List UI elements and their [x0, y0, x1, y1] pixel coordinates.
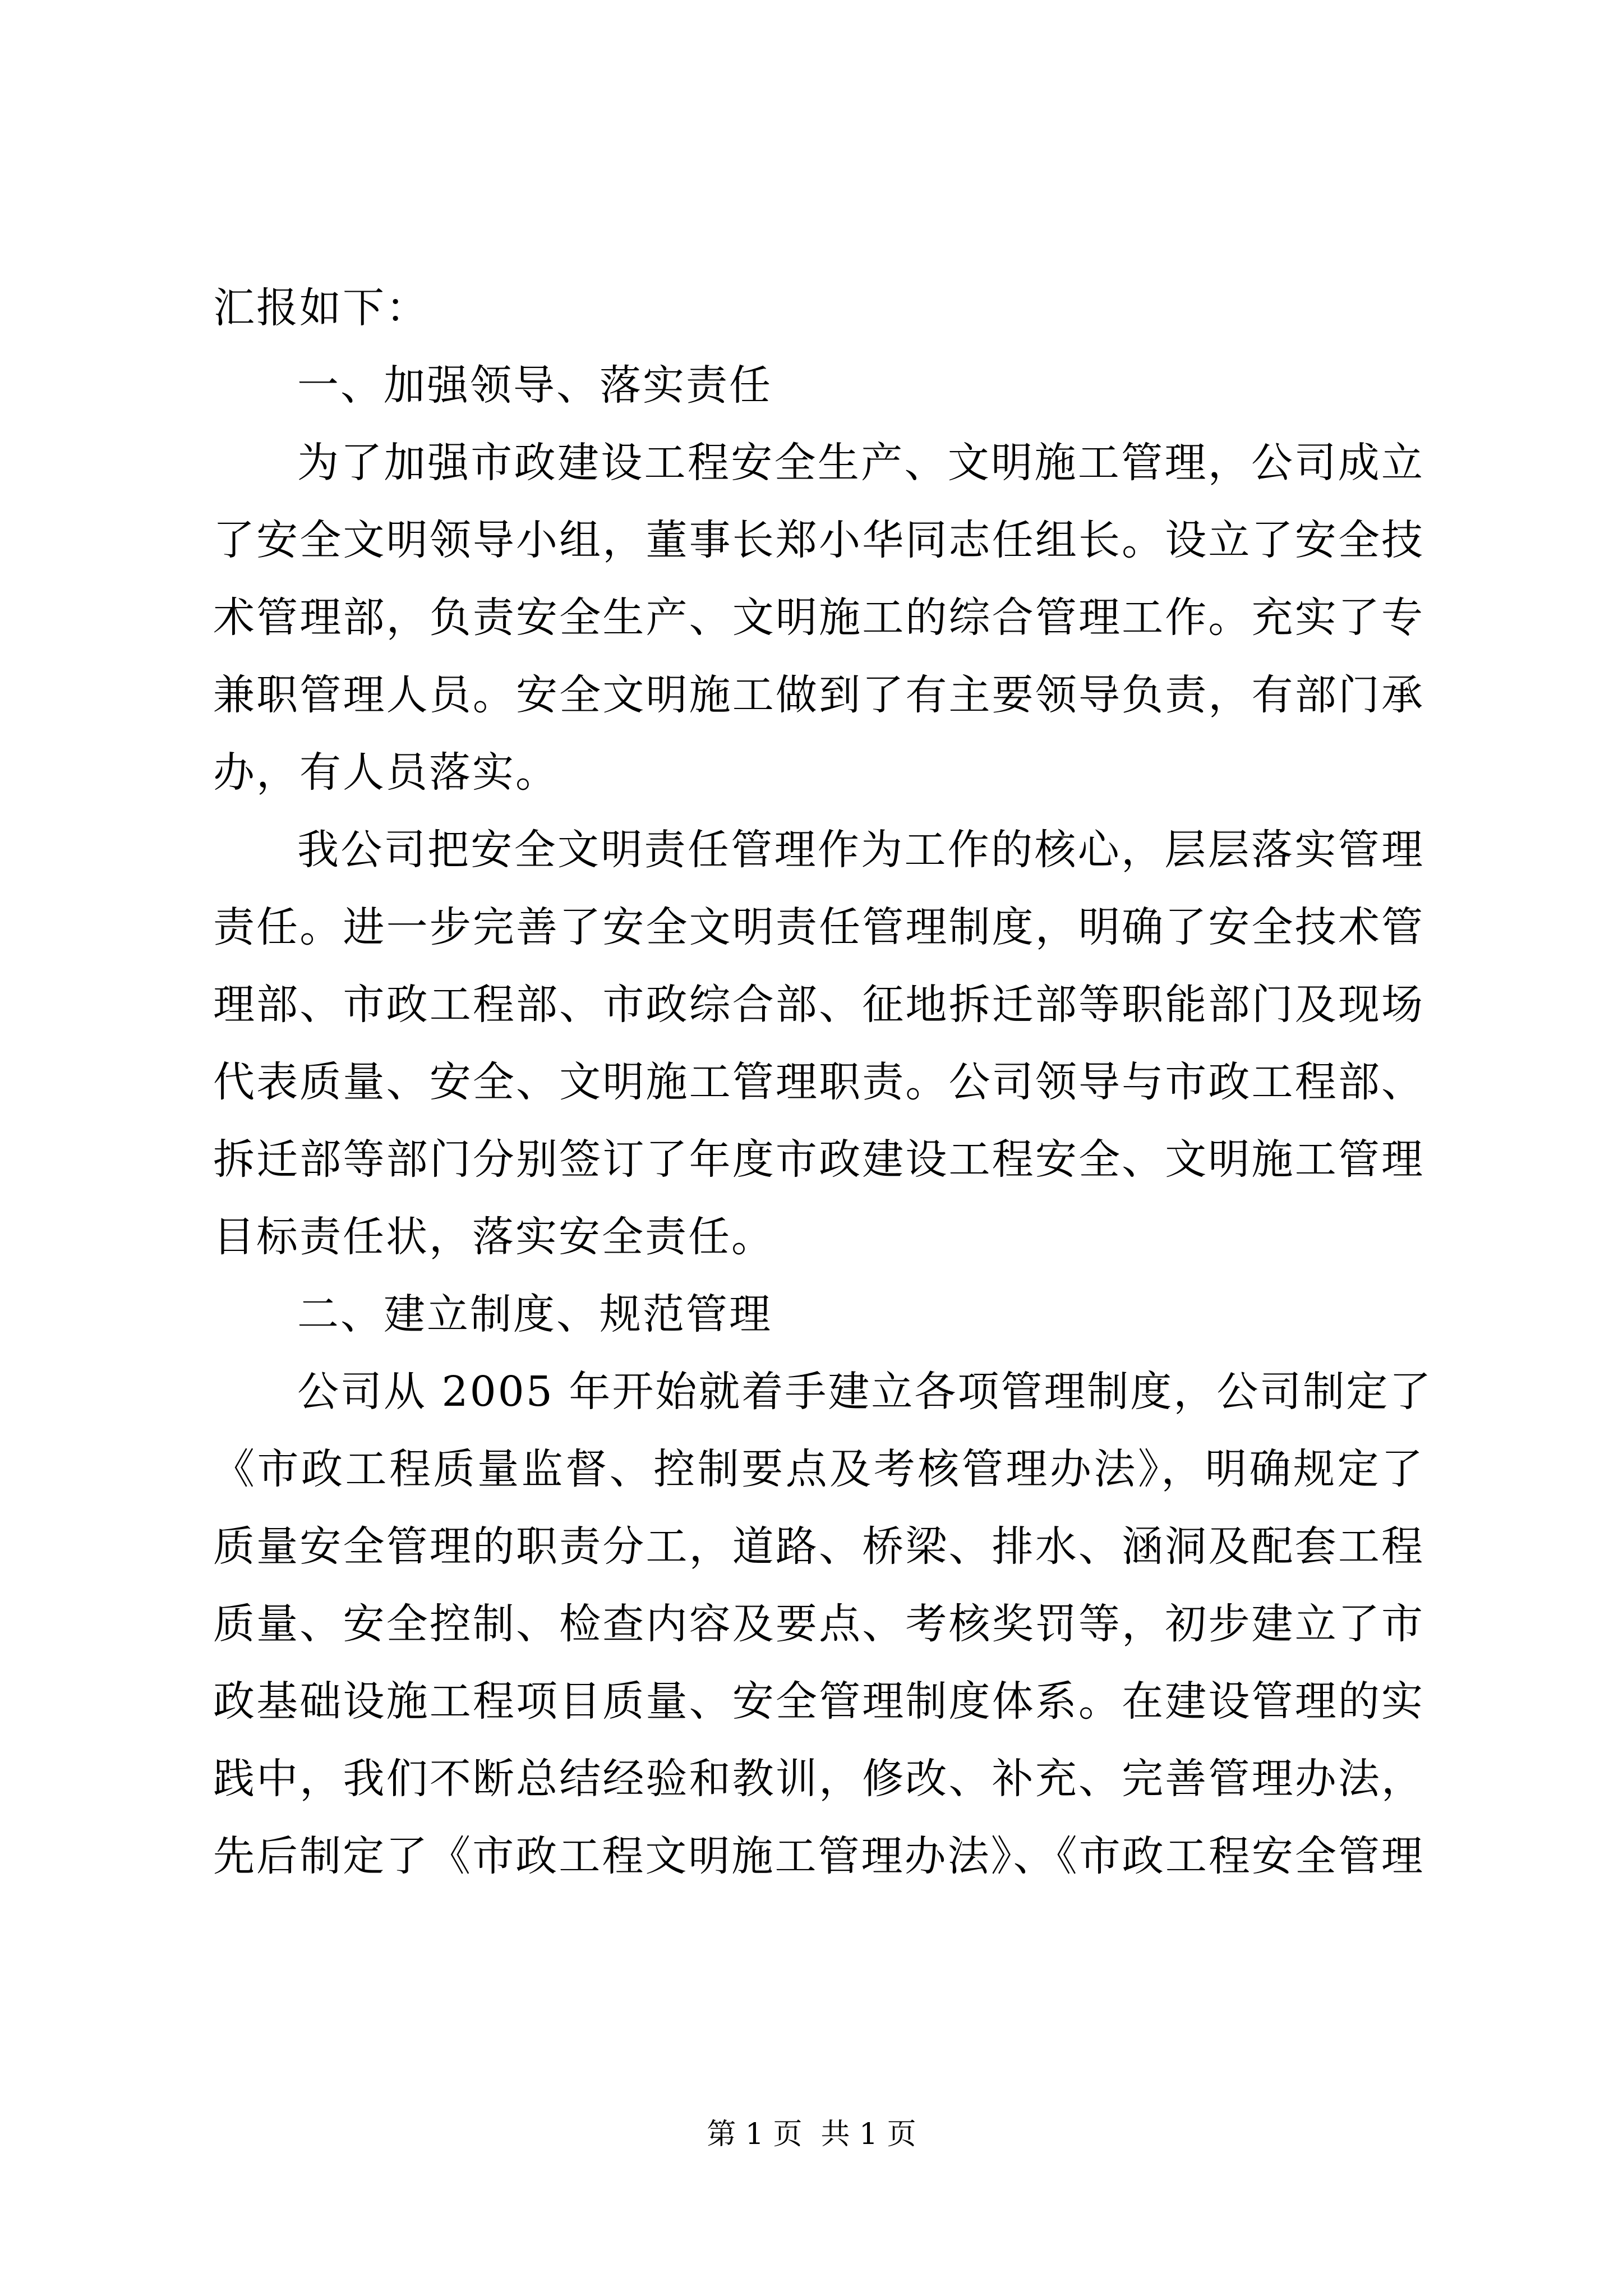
text-line: 质量、安全控制、检查内容及要点、考核奖罚等，初步建立了市 — [213, 1600, 1424, 1648]
text-line: 公司从 2005 年开始就着手建立各项管理制度，公司制定了 — [297, 1368, 1433, 1416]
text-line: 一、加强领导、落实责任 — [297, 361, 772, 409]
text-line: 代表质量、安全、文明施工管理职责。公司领导与市政工程部、 — [213, 1058, 1424, 1106]
text-line: 践中，我们不断总结经验和教训，修改、补充、完善管理办法， — [213, 1755, 1424, 1803]
text-line: 目标责任状，落实安全责任。 — [213, 1213, 774, 1261]
text-line: 兼职管理人员。安全文明施工做到了有主要领导负责，有部门承 — [213, 671, 1424, 719]
text-line: 了安全文明领导小组，董事长郑小华同志任组长。设立了安全技 — [213, 516, 1424, 564]
text-line: 拆迁部等部门分别签订了年度市政建设工程安全、文明施工管理 — [213, 1135, 1424, 1184]
text-line: 二、建立制度、规范管理 — [297, 1290, 772, 1338]
text-line: 办，有人员落实。 — [213, 748, 559, 797]
text-line: 汇报如下： — [213, 284, 429, 332]
text-line: 理部、市政工程部、市政综合部、征地拆迁部等职能部门及现场 — [213, 981, 1424, 1029]
document-body — [213, 269, 1433, 1895]
text-line: 先后制定了《市政工程文明施工管理办法》、《市政工程安全管理 — [213, 1832, 1424, 1880]
text-line: 质量安全管理的职责分工，道路、桥梁、排水、涵洞及配套工程 — [213, 1522, 1424, 1571]
text-line: 我公司把安全文明责任管理作为工作的核心，层层落实管理 — [297, 826, 1424, 874]
text-line: 为了加强市政建设工程安全生产、文明施工管理，公司成立 — [297, 439, 1424, 487]
text-line: 《市政工程质量监督、控制要点及考核管理办法》，明确规定了 — [213, 1445, 1424, 1493]
page-footer: 第 1 页 共 1 页 — [707, 2118, 916, 2151]
text-line: 政基础设施工程项目质量、安全管理制度体系。在建设管理的实 — [213, 1677, 1424, 1726]
text-line: 术管理部，负责安全生产、文明施工的综合管理工作。充实了专 — [213, 593, 1424, 642]
text-line: 责任。进一步完善了安全文明责任管理制度，明确了安全技术管 — [213, 903, 1424, 951]
